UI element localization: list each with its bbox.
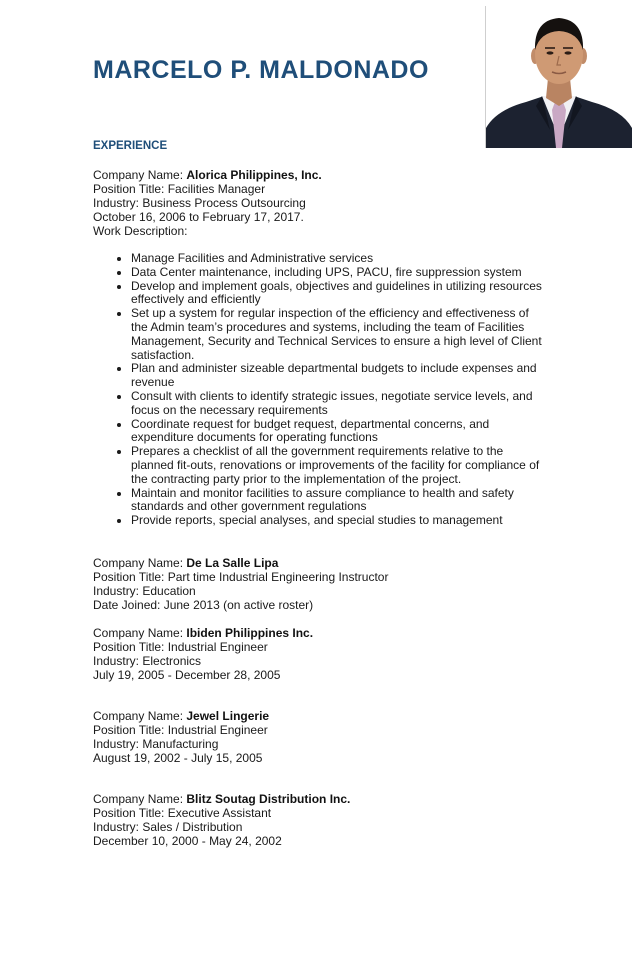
duty-list <box>93 252 543 528</box>
employment-dates: July 19, 2005 - December 28, 2005 <box>93 667 281 682</box>
industry: Industry: Sales / Distribution <box>93 819 243 834</box>
duty-item: • Maintain and monitor facilities to assure compliance to health and safety standards and other government regulations <box>131 487 543 515</box>
company-line <box>93 168 543 182</box>
job-entry <box>93 792 543 848</box>
duty-item: • Set up a system for regular inspection of the efficiency and effectiveness of the Admin team’s procedures and systems, including the team of Facilities Management, Security and Technical Services to ensure a high level of Client satisfaction. <box>131 307 543 362</box>
position-title: Position Title: Industrial Engineer <box>93 722 268 737</box>
company-name: Jewel Lingerie <box>186 708 270 723</box>
profile-photo-image <box>486 6 632 148</box>
company-name: Ibiden Philippines Inc. <box>186 625 314 640</box>
industry: Industry: Manufacturing <box>93 736 219 751</box>
job-entry <box>93 626 543 682</box>
company-label: Company Name: <box>93 168 187 182</box>
company-label: Company Name: <box>93 791 187 806</box>
work-description-label: Work Description: <box>93 224 188 238</box>
job-entry <box>93 709 543 765</box>
employment-dates: December 10, 2000 - May 24, 2002 <box>93 833 282 848</box>
employment-dates: Date Joined: June 2013 (on active roster) <box>93 597 314 612</box>
duty-item: • Consult with clients to identify strategic issues, negotiate service levels, and focus on the necessary requirements <box>131 390 543 418</box>
company-line <box>93 626 543 640</box>
industry: Industry: Electronics <box>93 653 202 668</box>
duty-item: • Data Center maintenance, including UPS, PACU, fire suppression system <box>131 266 543 280</box>
company-name: Blitz Soutag Distribution Inc. <box>186 791 351 806</box>
experience-heading: EXPERIENCE <box>93 140 168 152</box>
company-label: Company Name: <box>93 555 187 570</box>
company-line <box>93 792 543 806</box>
duty-item: • Develop and implement goals, objectives and guidelines in utilizing resources effectively and efficiently <box>131 280 543 308</box>
profile-photo <box>485 6 632 148</box>
duty-item: • Manage Facilities and Administrative services <box>131 252 543 266</box>
duty-item: • Prepares a checklist of all the government requirements relative to the planned fit-outs, renovations or improvements of the facility for compliance of the contracting party prior to the implementation of the project. <box>131 445 543 486</box>
company-line <box>93 709 543 723</box>
company-name: De La Salle Lipa <box>186 555 279 570</box>
company-line <box>93 556 543 570</box>
position-title: Position Title: Part time Industrial Engineering Instructor <box>93 569 389 584</box>
job-entry <box>93 556 543 612</box>
company-label: Company Name: <box>93 625 187 640</box>
job-entry <box>93 168 543 528</box>
duty-item: • Provide reports, special analyses, and special studies to management <box>131 514 543 528</box>
duty-item: • Plan and administer sizeable departmental budgets to include expenses and revenue <box>131 362 543 390</box>
duty-item: • Coordinate request for budget request, departmental concerns, and expenditure documents for operating functions <box>131 418 543 446</box>
company-name: Alorica Philippines, Inc. <box>186 168 322 182</box>
employment-dates: August 19, 2002 - July 15, 2005 <box>93 750 263 765</box>
position-title: Position Title: Facilities Manager <box>93 182 266 196</box>
industry: Industry: Education <box>93 583 196 598</box>
applicant-name: MARCELO P. MALDONADO <box>93 56 429 84</box>
position-title: Position Title: Industrial Engineer <box>93 639 268 654</box>
experience-list <box>93 168 543 848</box>
employment-dates: October 16, 2006 to February 17, 2017. <box>93 210 304 224</box>
industry: Industry: Business Process Outsourcing <box>93 196 306 210</box>
company-label: Company Name: <box>93 708 187 723</box>
position-title: Position Title: Executive Assistant <box>93 805 272 820</box>
